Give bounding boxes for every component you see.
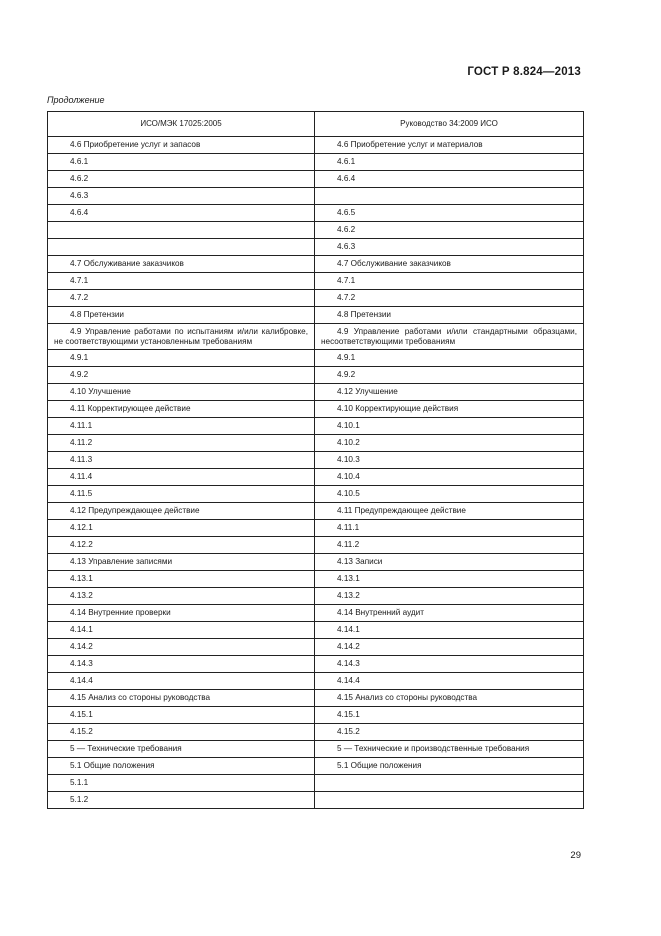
table-row: [48, 469, 584, 486]
table-row: [48, 605, 584, 622]
iso-guide-34-cell: 4.7.2: [315, 290, 584, 307]
iso-iec-17025-cell: 4.14.3: [48, 656, 315, 673]
table-row: [48, 486, 584, 503]
iso-guide-34-cell: 4.13 Записи: [315, 554, 584, 571]
iso-iec-17025-cell: 4.12.1: [48, 520, 315, 537]
iso-iec-17025-cell: 4.13.2: [48, 588, 315, 605]
table-row: [48, 367, 584, 384]
table-row: [48, 571, 584, 588]
iso-guide-34-cell: 4.11.2: [315, 537, 584, 554]
table-row: [48, 690, 584, 707]
iso-iec-17025-cell: 4.13.1: [48, 571, 315, 588]
iso-iec-17025-cell: 4.11.3: [48, 452, 315, 469]
iso-guide-34-cell: 4.8 Претензии: [315, 307, 584, 324]
iso-iec-17025-cell: 4.11.5: [48, 486, 315, 503]
iso-iec-17025-cell: 4.12 Предупреждающее действие: [48, 503, 315, 520]
iso-iec-17025-cell: 4.7 Обслуживание заказчиков: [48, 256, 315, 273]
iso-guide-34-cell: 4.7.1: [315, 273, 584, 290]
iso-iec-17025-cell: 4.15.1: [48, 707, 315, 724]
table-row: [48, 503, 584, 520]
iso-iec-17025-cell: 4.15.2: [48, 724, 315, 741]
iso-guide-34-cell: 4.11.1: [315, 520, 584, 537]
iso-guide-34-cell: 4.10.1: [315, 418, 584, 435]
iso-iec-17025-cell: 4.11.4: [48, 469, 315, 486]
iso-guide-34-cell: 4.14.4: [315, 673, 584, 690]
table-row: [48, 792, 584, 809]
table-row: [48, 520, 584, 537]
table-row: [48, 758, 584, 775]
iso-iec-17025-cell: 4.9.2: [48, 367, 315, 384]
iso-iec-17025-cell: 4.9 Управление работами по испытаниям и/или калибровке, не соответствующими установленным требованиям: [48, 324, 315, 350]
iso-guide-34-cell: 4.6.1: [315, 154, 584, 171]
table-row: [48, 418, 584, 435]
iso-guide-34-cell: 4.10.3: [315, 452, 584, 469]
iso-guide-34-cell: 4.11 Предупреждающее действие: [315, 503, 584, 520]
iso-iec-17025-cell: [48, 239, 315, 256]
iso-iec-17025-cell: 4.11.2: [48, 435, 315, 452]
table-row: [48, 741, 584, 758]
page-number: 29: [570, 850, 581, 861]
iso-iec-17025-cell: 4.6.4: [48, 205, 315, 222]
table-row: [48, 656, 584, 673]
iso-guide-34-cell: 4.14.1: [315, 622, 584, 639]
iso-iec-17025-cell: 4.10 Улучшение: [48, 384, 315, 401]
iso-iec-17025-cell: 4.9.1: [48, 350, 315, 367]
iso-iec-17025-cell: 5.1.2: [48, 792, 315, 809]
table-row: [48, 554, 584, 571]
iso-guide-34-cell: 4.9.1: [315, 350, 584, 367]
iso-guide-34-cell: 4.10 Корректирующие действия: [315, 401, 584, 418]
table-row: [48, 290, 584, 307]
comparison-table: [47, 111, 584, 809]
iso-iec-17025-cell: 4.6 Приобретение услуг и запасов: [48, 137, 315, 154]
iso-iec-17025-cell: 4.14.4: [48, 673, 315, 690]
iso-guide-34-cell: 4.13.1: [315, 571, 584, 588]
iso-guide-34-cell: 4.10.4: [315, 469, 584, 486]
table-row: [48, 639, 584, 656]
iso-guide-34-cell: 4.10.5: [315, 486, 584, 503]
table-row: [48, 673, 584, 690]
iso-guide-34-cell: 4.6.4: [315, 171, 584, 188]
iso-guide-34-cell: 5.1 Общие положения: [315, 758, 584, 775]
iso-guide-34-cell: 4.6.5: [315, 205, 584, 222]
table-row: [48, 324, 584, 350]
iso-guide-34-cell: 4.10.2: [315, 435, 584, 452]
table-row: [48, 622, 584, 639]
iso-iec-17025-cell: 4.14.2: [48, 639, 315, 656]
iso-guide-34-cell: 4.6.3: [315, 239, 584, 256]
iso-guide-34-cell: 4.15 Анализ со стороны руководства: [315, 690, 584, 707]
iso-iec-17025-cell: 4.7.1: [48, 273, 315, 290]
iso-iec-17025-cell: 4.12.2: [48, 537, 315, 554]
iso-guide-34-cell: 4.15.2: [315, 724, 584, 741]
iso-guide-34-cell: 4.14.2: [315, 639, 584, 656]
table-row: [48, 707, 584, 724]
table-row: [48, 724, 584, 741]
iso-iec-17025-cell: 4.14.1: [48, 622, 315, 639]
iso-iec-17025-cell: 4.11.1: [48, 418, 315, 435]
iso-guide-34-cell: 4.9 Управление работами и/или стандартными образцами, несоответствующими требованиям: [315, 324, 584, 350]
table-row: [48, 435, 584, 452]
iso-iec-17025-cell: 4.11 Корректирующее действие: [48, 401, 315, 418]
table-row: [48, 188, 584, 205]
continuation-label: Продолжение: [47, 95, 105, 105]
iso-iec-17025-cell: [48, 222, 315, 239]
iso-iec-17025-cell: 4.6.1: [48, 154, 315, 171]
iso-iec-17025-cell: 4.14 Внутренние проверки: [48, 605, 315, 622]
iso-guide-34-cell: 4.15.1: [315, 707, 584, 724]
table-row: [48, 239, 584, 256]
table-row: [48, 588, 584, 605]
table-row: [48, 273, 584, 290]
iso-guide-34-cell: 4.14.3: [315, 656, 584, 673]
table-row: [48, 171, 584, 188]
table-row: [48, 256, 584, 273]
iso-guide-34-cell: 4.13.2: [315, 588, 584, 605]
iso-iec-17025-cell: 4.8 Претензии: [48, 307, 315, 324]
iso-iec-17025-cell: 5.1 Общие положения: [48, 758, 315, 775]
table-body: [48, 137, 584, 809]
column-header: Руководство 34:2009 ИСО: [315, 112, 584, 137]
iso-iec-17025-cell: 4.15 Анализ со стороны руководства: [48, 690, 315, 707]
iso-guide-34-cell: 4.12 Улучшение: [315, 384, 584, 401]
iso-iec-17025-cell: 5.1.1: [48, 775, 315, 792]
table-row: [48, 222, 584, 239]
table-header-row: [48, 112, 584, 137]
table-row: [48, 401, 584, 418]
iso-guide-34-cell: 5 — Технические и производственные требования: [315, 741, 584, 758]
table-row: [48, 452, 584, 469]
table-row: [48, 384, 584, 401]
iso-guide-34-cell: 4.7 Обслуживание заказчиков: [315, 256, 584, 273]
iso-guide-34-cell: 4.6.2: [315, 222, 584, 239]
iso-guide-34-cell: 4.14 Внутренний аудит: [315, 605, 584, 622]
iso-iec-17025-cell: 4.6.3: [48, 188, 315, 205]
table-row: [48, 154, 584, 171]
table-row: [48, 537, 584, 554]
table-row: [48, 307, 584, 324]
table-row: [48, 137, 584, 154]
document-code: ГОСТ Р 8.824—2013: [467, 66, 581, 78]
table-row: [48, 205, 584, 222]
iso-iec-17025-cell: 5 — Технические требования: [48, 741, 315, 758]
table-row: [48, 775, 584, 792]
table-row: [48, 350, 584, 367]
iso-guide-34-cell: 4.9.2: [315, 367, 584, 384]
iso-guide-34-cell: 4.6 Приобретение услуг и материалов: [315, 137, 584, 154]
iso-iec-17025-cell: 4.6.2: [48, 171, 315, 188]
iso-iec-17025-cell: 4.7.2: [48, 290, 315, 307]
iso-guide-34-cell: [315, 792, 584, 809]
column-header: ИСО/МЭК 17025:2005: [48, 112, 315, 137]
iso-guide-34-cell: [315, 775, 584, 792]
iso-iec-17025-cell: 4.13 Управление записями: [48, 554, 315, 571]
iso-guide-34-cell: [315, 188, 584, 205]
